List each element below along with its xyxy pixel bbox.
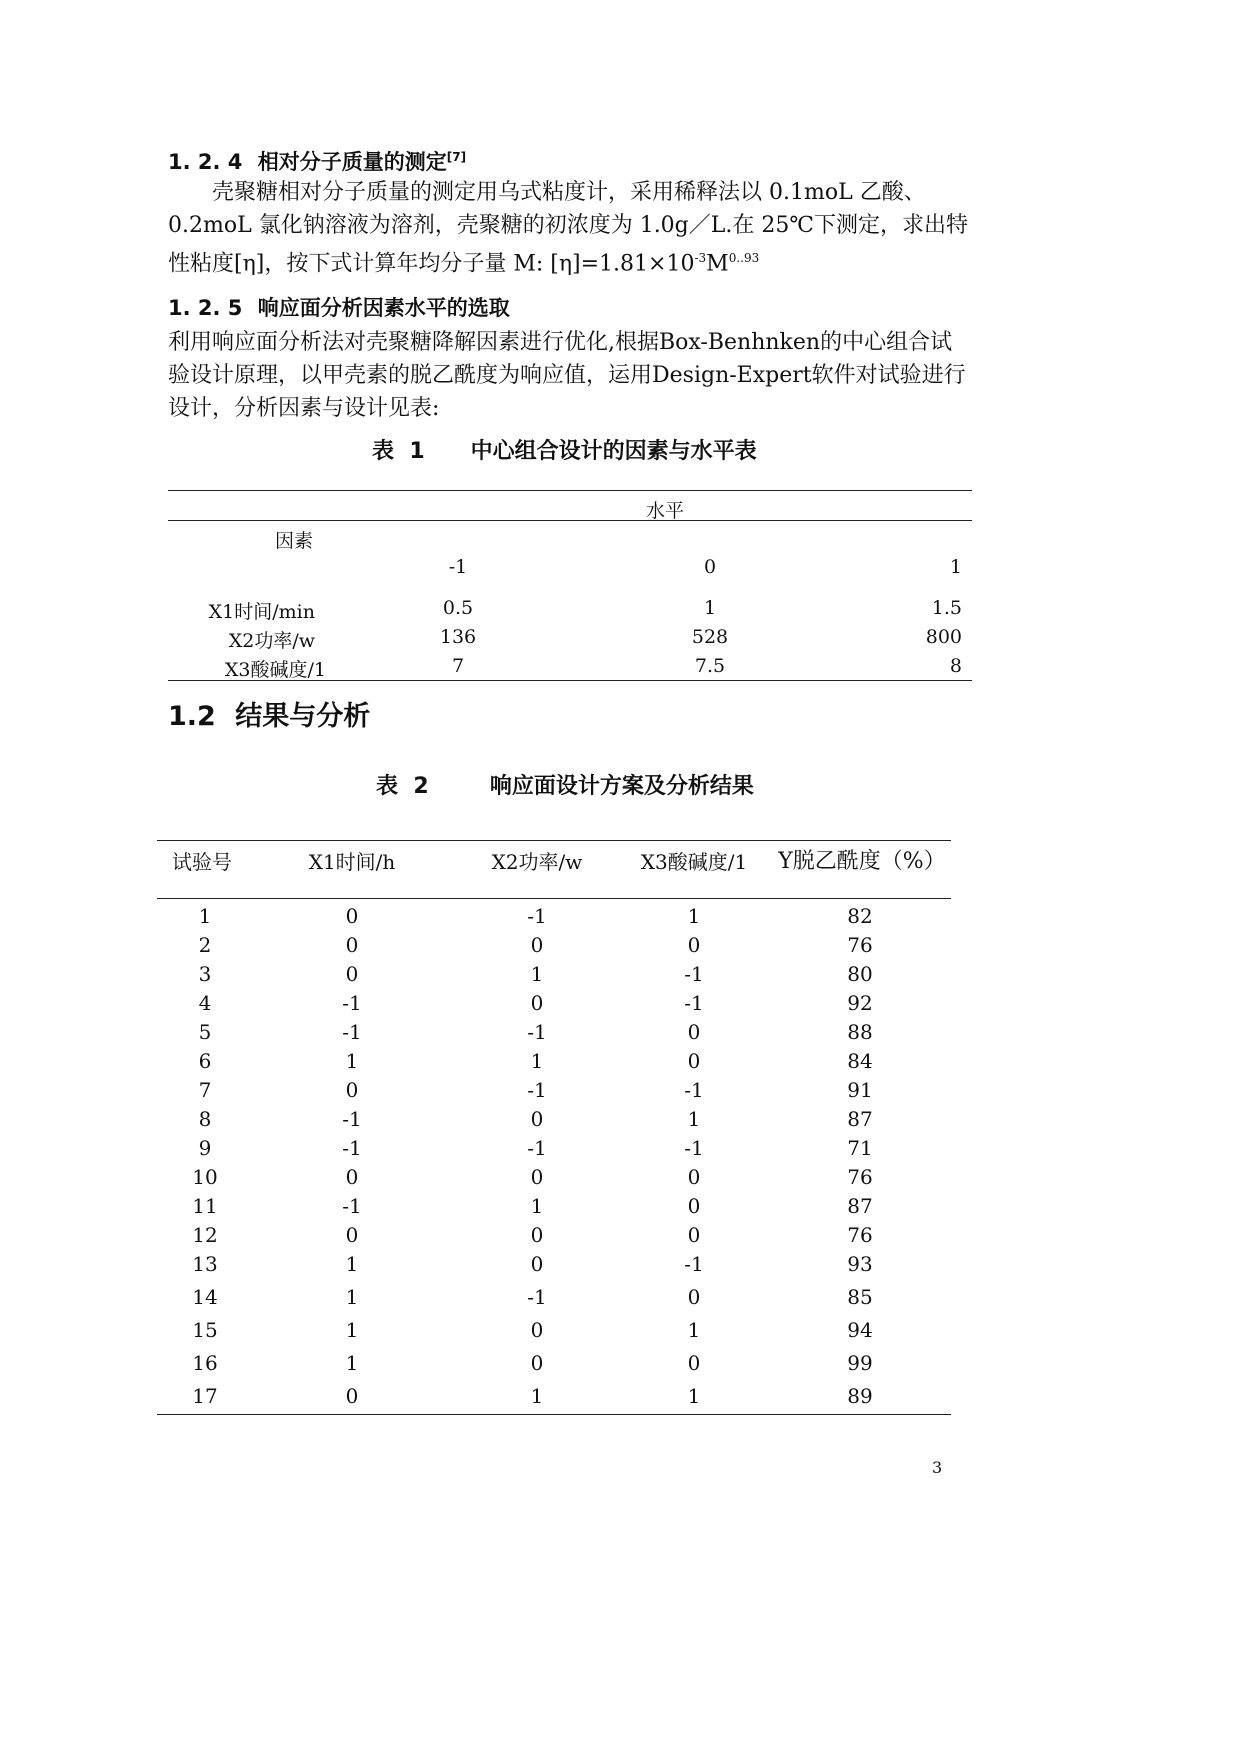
table1-factor: X2功率/w <box>228 630 315 652</box>
table2-cell: 87 <box>847 1107 873 1131</box>
paragraph-line: 验设计原理，以甲壳素的脱乙酰度为响应值，运用Design-Expert软件对试验进行 <box>168 363 966 388</box>
table2-cell: -1 <box>684 1252 704 1276</box>
table2-row-number: 12 <box>192 1223 218 1247</box>
paragraph-line: 利用响应面分析法对壳聚糖降解因素进行优化,根据Box-Benhnken的中心组合试 <box>168 330 953 355</box>
table2-cell: 0 <box>345 1165 359 1189</box>
paragraph-response-surface <box>168 326 968 425</box>
table2-cell: -1 <box>527 904 547 928</box>
table2-cell: 0 <box>687 1194 701 1218</box>
table2-cell: -1 <box>527 1136 547 1160</box>
formula-exponent: 0..93 <box>728 251 760 265</box>
table2-cell: 1 <box>345 1252 359 1276</box>
table2-cell: 1 <box>345 1318 359 1342</box>
table1-header-level: 水平 <box>645 500 685 522</box>
table2-cell: -1 <box>527 1078 547 1102</box>
table2-cell: 0 <box>530 1318 544 1342</box>
table2-cell: 76 <box>847 933 873 957</box>
table2-cell: 1 <box>345 1285 359 1309</box>
table2-cell: 1 <box>687 1107 701 1131</box>
table2-cell: 0 <box>687 1285 701 1309</box>
table2-header: X3酸碱度/1 <box>640 850 748 874</box>
table2-cell: 0 <box>530 991 544 1015</box>
table2-cell: -1 <box>342 1107 362 1131</box>
table1-level: -1 <box>448 556 468 578</box>
table2-row-number: 17 <box>192 1384 218 1408</box>
table2-cell: -1 <box>684 962 704 986</box>
table2-cell: 0 <box>687 933 701 957</box>
table2-cell: 87 <box>847 1194 873 1218</box>
table2-cell: 0 <box>345 1223 359 1247</box>
table2-cell: 94 <box>847 1318 873 1342</box>
table-rule <box>157 840 951 841</box>
table2-cell: 1 <box>687 1318 701 1342</box>
table2-cell: 0 <box>345 1078 359 1102</box>
table2-header: 试验号 <box>172 850 232 874</box>
table2-caption: 表 2 响应面设计方案及分析结果 <box>376 774 754 799</box>
table2-cell: 76 <box>847 1223 873 1247</box>
table1-factor: X3酸碱度/1 <box>224 659 326 681</box>
table2-row-number: 2 <box>198 933 212 957</box>
table2-cell: 1 <box>530 1384 544 1408</box>
table1-caption: 表 1 中心组合设计的因素与水平表 <box>372 439 757 464</box>
table2-cell: 0 <box>530 1165 544 1189</box>
table2-cell: -1 <box>527 1020 547 1044</box>
table1-cell: 0.5 <box>442 597 474 619</box>
paragraph-line: 0.2moL 氯化钠溶液为溶剂，壳聚糖的初浓度为 1.0g／L.在 25℃下测定，求出特 <box>168 213 968 238</box>
table2-cell: 0 <box>345 962 359 986</box>
table1-cell: 1 <box>703 597 717 619</box>
table2-row-number: 11 <box>192 1194 218 1218</box>
table2-cell: 89 <box>847 1384 873 1408</box>
page-number: 3 <box>932 1458 943 1477</box>
table2-cell: 1 <box>530 1049 544 1073</box>
table2-cell: 93 <box>847 1252 873 1276</box>
table2-cell: 0 <box>687 1049 701 1073</box>
table2-row-number: 8 <box>198 1107 212 1131</box>
table2-cell: 1 <box>345 1049 359 1073</box>
table2-cell: 1 <box>530 962 544 986</box>
citation-ref: [7] <box>446 150 467 164</box>
table2-cell: 0 <box>530 1107 544 1131</box>
table2-cell: 88 <box>847 1020 873 1044</box>
table2-cell: -1 <box>342 1020 362 1044</box>
table2-cell: -1 <box>527 1285 547 1309</box>
table2-cell: 1 <box>687 1384 701 1408</box>
table2-cell: 85 <box>847 1285 873 1309</box>
table2-row-number: 16 <box>192 1351 218 1375</box>
table2-cell: 91 <box>847 1078 873 1102</box>
table2-cell: 76 <box>847 1165 873 1189</box>
table2-cell: 0 <box>687 1351 701 1375</box>
paragraph-line: 设计，分析因素与设计见表: <box>168 396 440 421</box>
table2-cell: 1 <box>687 904 701 928</box>
table2-cell: -1 <box>342 1194 362 1218</box>
table1-cell: 1.5 <box>931 597 962 619</box>
table2-cell: -1 <box>684 1078 704 1102</box>
table2-cell: 0 <box>687 1020 701 1044</box>
table2-cell: 0 <box>687 1223 701 1247</box>
formula-text: 性粘度[η]，按下式计算年均分子量 M: [η]=1.81×10 <box>168 251 695 277</box>
section-title: 结果与分析 <box>235 701 371 732</box>
section-heading-124 <box>168 146 466 176</box>
table2-cell: -1 <box>684 991 704 1015</box>
section-title: 相对分子质量的测定 <box>257 150 447 174</box>
table-rule <box>168 490 972 491</box>
section-title: 响应面分析因素水平的选取 <box>257 296 510 320</box>
table2-cell: 82 <box>847 904 873 928</box>
table2-cell: 84 <box>847 1049 873 1073</box>
section-heading-12 <box>168 694 370 733</box>
table2-row-number: 1 <box>198 904 212 928</box>
section-heading-125 <box>168 292 510 322</box>
table2-cell: 99 <box>847 1351 873 1375</box>
table2-row-number: 9 <box>198 1136 212 1160</box>
table-rule <box>157 1414 951 1415</box>
table1-cell: 7 <box>451 655 465 677</box>
table2-row-number: 5 <box>198 1020 212 1044</box>
table2-cell: -1 <box>684 1136 704 1160</box>
table2-row-number: 7 <box>198 1078 212 1102</box>
table2-row-number: 6 <box>198 1049 212 1073</box>
table-rule <box>157 898 951 899</box>
table2-row-number: 4 <box>198 991 212 1015</box>
table2-cell: 0 <box>530 933 544 957</box>
table1-cell: 136 <box>439 626 477 648</box>
formula-variable: M <box>706 251 729 277</box>
table2-row-number: 14 <box>192 1285 218 1309</box>
paragraph-viscosity <box>168 176 968 280</box>
table2-cell: 0 <box>345 1384 359 1408</box>
table-rule <box>168 680 972 681</box>
table1-level: 1 <box>949 556 962 578</box>
table-rule <box>168 520 972 521</box>
section-number: 1. 2. 4 <box>168 150 243 174</box>
table2-cell: 0 <box>687 1165 701 1189</box>
table1-header-factor: 因素 <box>274 530 314 552</box>
table1-level: 0 <box>703 556 717 578</box>
table2-row-number: 15 <box>192 1318 218 1342</box>
table1-cell: 800 <box>925 626 962 648</box>
table2-header: X2功率/w <box>491 850 583 874</box>
paragraph-line: 壳聚糖相对分子质量的测定用乌式粘度计，采用稀释法以 0.1moL 乙酸、 <box>212 180 926 205</box>
table2-header: X1时间/h <box>308 850 396 874</box>
table2-cell: -1 <box>342 1136 362 1160</box>
table2-cell: -1 <box>342 991 362 1015</box>
table2-cell: 0 <box>530 1252 544 1276</box>
table2-cell: 0 <box>530 1351 544 1375</box>
table1-factor: X1时间/min <box>208 601 315 623</box>
table2-cell: 80 <box>847 962 873 986</box>
table2-cell: 0 <box>345 933 359 957</box>
table2-row-number: 10 <box>192 1165 218 1189</box>
table2-cell: 1 <box>530 1194 544 1218</box>
table2-row-number: 13 <box>192 1252 218 1276</box>
formula-exponent: -3 <box>694 251 707 265</box>
section-number: 1. 2. 5 <box>168 296 243 320</box>
table2-cell: 71 <box>847 1136 873 1160</box>
table2-cell: 0 <box>530 1223 544 1247</box>
table2-cell: 1 <box>345 1351 359 1375</box>
table1-cell: 7.5 <box>694 655 726 677</box>
table2-cell: 92 <box>847 991 873 1015</box>
paragraph-line-formula <box>168 242 968 280</box>
table2-cell: 0 <box>345 904 359 928</box>
table2-row-number: 3 <box>198 962 212 986</box>
table1-cell: 8 <box>949 655 962 677</box>
table2-header: Y脱乙酰度（%） <box>778 849 946 874</box>
table1-cell: 528 <box>691 626 729 648</box>
section-number: 1.2 <box>168 701 216 732</box>
